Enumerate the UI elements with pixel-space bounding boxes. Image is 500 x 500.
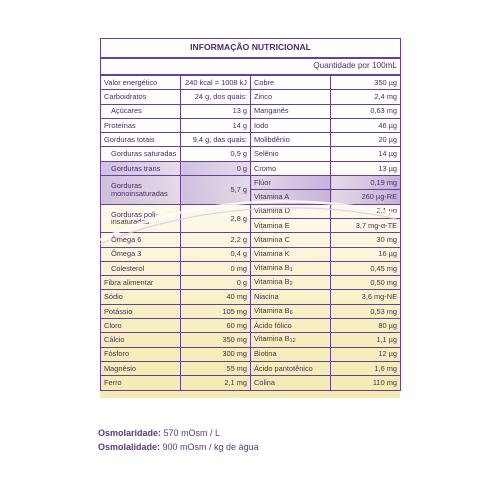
- table-row: [101, 347, 401, 361]
- osmolality-value: 900 mOsm / kg de água: [162, 442, 259, 452]
- nutrient-value: 0,53 mg: [331, 304, 401, 318]
- nutrient-label: Vitamina K: [251, 247, 331, 261]
- nutrient-label: Vitamina $B_6$: [251, 304, 331, 318]
- table-row: [101, 233, 401, 247]
- nutrient-value: 2,8 g: [181, 204, 251, 233]
- nutrient-value: 300 mg: [181, 347, 251, 361]
- nutrient-value: 3,7 mg-α-TE: [331, 218, 401, 232]
- quantity-label: Quantidade por 100mL: [101, 58, 401, 75]
- nutrient-value: 5,7 g: [181, 176, 251, 205]
- nutrient-label: Gorduras monoinsaturadas: [101, 176, 181, 205]
- nutrient-label: Açúcares: [101, 104, 181, 118]
- nutrient-value: 13 g: [181, 104, 251, 118]
- table-row: [101, 104, 401, 118]
- nutrient-label: Gorduras poli-insaturadas: [101, 204, 181, 233]
- nutrient-label: Cloro: [101, 319, 181, 333]
- nutrient-value: 1,6 mg: [331, 361, 401, 375]
- nutrient-value: 1,1 µg: [331, 333, 401, 347]
- nutrient-label: Cálcio: [101, 333, 181, 347]
- nutrient-value: 0 mg: [181, 261, 251, 275]
- table-row: [101, 290, 401, 304]
- nutrient-value: 14 g: [181, 118, 251, 132]
- osmolarity-value: 570 mOsm / L: [163, 428, 221, 438]
- nutrient-value: 0,63 mg: [331, 104, 401, 118]
- nutrient-value: 3,6 mg-NE: [331, 290, 401, 304]
- table-row: [101, 333, 401, 347]
- nutrient-label: Vitamina E: [251, 218, 331, 232]
- table-title: INFORMAÇÃO NUTRICIONAL: [101, 39, 401, 59]
- nutrient-label: Iodo: [251, 118, 331, 132]
- nutrient-value: 60 mg: [181, 319, 251, 333]
- nutrient-value: 40 mg: [181, 290, 251, 304]
- nutrient-label: Ácido pantotênico: [251, 361, 331, 375]
- nutrient-label: Ácido fólico: [251, 319, 331, 333]
- nutrient-value: 350 µg: [331, 75, 401, 90]
- nutrient-value: 0,19 mg: [331, 176, 401, 190]
- nutrient-value: 260 µg-RE: [331, 190, 401, 204]
- nutrient-label: Vitamina $B_1$: [251, 261, 331, 275]
- nutrient-label: Manganês: [251, 104, 331, 118]
- nutrient-value: 110 mg: [331, 376, 401, 390]
- nutrient-value: 0,4 g: [181, 247, 251, 261]
- nutrient-label: Colina: [251, 376, 331, 390]
- nutrient-value: 20 µg: [331, 133, 401, 147]
- table-row: [101, 361, 401, 375]
- table-row: [101, 319, 401, 333]
- osmolarity-line: [98, 428, 220, 438]
- table-row: [101, 176, 401, 190]
- nutrient-label: Niacina: [251, 290, 331, 304]
- nutrient-value: 24 g, dos quais:: [181, 90, 251, 104]
- nutrient-label: Fibra alimentar: [101, 276, 181, 290]
- nutrient-label: Vitamina C: [251, 233, 331, 247]
- nutrient-label: Potássio: [101, 304, 181, 318]
- table-row: [101, 75, 401, 90]
- nutrient-value: 12 µg: [331, 347, 401, 361]
- nutrient-label: Vitamina A: [251, 190, 331, 204]
- nutrient-value: 0,9 g: [181, 147, 251, 161]
- nutrient-value: 80 µg: [331, 319, 401, 333]
- nutrient-label: Cromo: [251, 161, 331, 175]
- nutrient-label: Valor energético: [101, 75, 181, 90]
- table-row: [101, 276, 401, 290]
- nutrient-label: Vitamina $B_{12}$: [251, 333, 331, 347]
- nutrient-label: Gorduras saturadas: [101, 147, 181, 161]
- nutrient-value: 0,50 mg: [331, 276, 401, 290]
- nutrient-label: Vitamina D: [251, 204, 331, 218]
- nutrient-value: 30 mg: [331, 233, 401, 247]
- nutrient-value: 16 µg: [331, 247, 401, 261]
- nutrient-label: Sódio: [101, 290, 181, 304]
- nutrient-label: Carboidratos: [101, 90, 181, 104]
- nutrient-label: Ômega 6: [101, 233, 181, 247]
- table-row: [101, 204, 401, 218]
- nutrient-label: Biotina: [251, 347, 331, 361]
- nutrient-value: 2,4 mg: [331, 90, 401, 104]
- nutrition-table: [100, 38, 401, 391]
- nutrient-value: 350 mg: [181, 333, 251, 347]
- nutrient-label: Flúor: [251, 176, 331, 190]
- nutrient-label: Proteínas: [101, 118, 181, 132]
- table-row: [101, 147, 401, 161]
- nutrient-value: 14 µg: [331, 147, 401, 161]
- nutrient-label: Ferro: [101, 376, 181, 390]
- table-row: [101, 376, 401, 390]
- nutrient-value: 2,2 g: [181, 233, 251, 247]
- nutrient-value: 55 mg: [181, 361, 251, 375]
- nutrient-label: Gorduras totais: [101, 133, 181, 147]
- nutrient-value: 2,1 mg: [181, 376, 251, 390]
- osmolality-label: Osmolalidade:: [98, 442, 161, 452]
- nutrient-label: Cobre: [251, 75, 331, 90]
- nutrient-label: Zinco: [251, 90, 331, 104]
- nutrient-value: 105 mg: [181, 304, 251, 318]
- nutrient-value: 9,4 g, das quais:: [181, 133, 251, 147]
- nutrient-label: Gorduras trans: [101, 161, 181, 175]
- nutrient-value: 2,1 µg: [331, 204, 401, 218]
- table-row: [101, 261, 401, 275]
- osmolarity-label: Osmolaridade:: [98, 428, 162, 438]
- table-title-row: [101, 39, 401, 59]
- table-row: [101, 304, 401, 318]
- nutrient-value: 13 µg: [331, 161, 401, 175]
- nutrient-value: 0 g: [181, 276, 251, 290]
- nutrient-label: Colesterol: [101, 261, 181, 275]
- table-row: [101, 247, 401, 261]
- table-row: [101, 118, 401, 132]
- nutrient-value: 0 g: [181, 161, 251, 175]
- table-row: [101, 133, 401, 147]
- nutrient-value: 0,45 mg: [331, 261, 401, 275]
- table-row: [101, 90, 401, 104]
- nutrient-value: 46 µg: [331, 118, 401, 132]
- table-row: [101, 161, 401, 175]
- nutrient-label: Molibdênio: [251, 133, 331, 147]
- nutrient-label: Ômega 3: [101, 247, 181, 261]
- nutrient-label: Selênio: [251, 147, 331, 161]
- nutrient-value: 240 kcal = 1008 kJ: [181, 75, 251, 90]
- nutrient-label: Magnésio: [101, 361, 181, 375]
- nutrient-label: Fósforo: [101, 347, 181, 361]
- nutrient-label: Vitamina $B_2$: [251, 276, 331, 290]
- quantity-row: [101, 58, 401, 75]
- osmolality-line: [98, 442, 259, 452]
